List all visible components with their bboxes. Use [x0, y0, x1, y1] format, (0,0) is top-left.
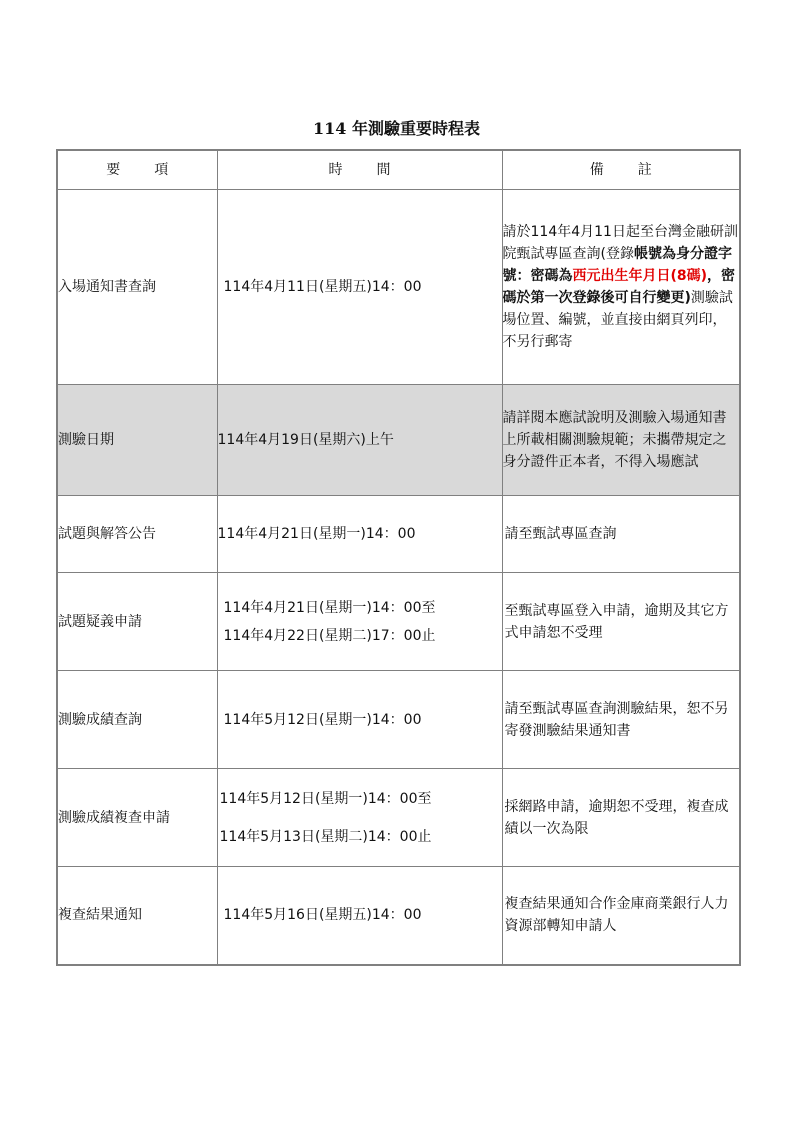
- row-item: 試題疑義申請: [57, 573, 217, 671]
- row-item: 測驗日期: [57, 385, 217, 496]
- header-time: 時 間: [217, 150, 502, 190]
- row-note: 複查結果通知合作金庫商業銀行人力資源部轉知申請人: [502, 867, 740, 965]
- table-row: [57, 769, 740, 867]
- row-time: 114年4月21日(星期一)14：00至 114年4月22日(星期二)17：00止: [217, 573, 502, 671]
- page-title: 114 年測驗重要時程表: [313, 119, 480, 138]
- row-item: 入場通知書查詢: [57, 190, 217, 385]
- table-row: [57, 385, 740, 496]
- header-note: 備 註: [502, 150, 740, 190]
- row-time: 114年4月11日(星期五)14：00: [217, 190, 502, 385]
- row-time: 114年5月16日(星期五)14：00: [217, 867, 502, 965]
- schedule-table: [56, 149, 741, 966]
- row-item: 試題與解答公告: [57, 496, 217, 573]
- table-header-row: [57, 150, 740, 190]
- row-time: 114年5月12日(星期一)14：00: [217, 671, 502, 769]
- row-note: 請至甄試專區查詢測驗結果，恕不另寄發測驗結果通知書: [502, 671, 740, 769]
- row-time: 114年4月19日(星期六)上午: [217, 385, 502, 496]
- row-note: 採網路申請，逾期恕不受理，複查成績以一次為限: [502, 769, 740, 867]
- row-time: 114年5月12日(星期一)14：00至 114年5月13日(星期二)14：00止: [217, 769, 502, 867]
- row-item: 測驗成績查詢: [57, 671, 217, 769]
- row-time: 114年4月21日(星期一)14：00: [217, 496, 502, 573]
- row-note: 請於114年4月11日起至台灣金融研訓院甄試專區查詢(登錄帳號為身分證字號：密碼為西元出生年月日(8碼)，密碼於第一次登錄後可自行變更)測驗試場位置、編號，並直接由網頁列印，不另行郵寄: [502, 190, 740, 385]
- header-item: 要 項: [57, 150, 217, 190]
- table-row: [57, 496, 740, 573]
- table-row: [57, 573, 740, 671]
- row-note: 請至甄試專區查詢: [502, 496, 740, 573]
- table-row: [57, 190, 740, 385]
- row-note: 至甄試專區登入申請，逾期及其它方式申請恕不受理: [502, 573, 740, 671]
- row-item: 測驗成績複查申請: [57, 769, 217, 867]
- row-note: 請詳閱本應試說明及測驗入場通知書上所載相關測驗規範；未攜帶規定之身分證件正本者，不得入場應試: [502, 385, 740, 496]
- table-row: [57, 671, 740, 769]
- row-item: 複查結果通知: [57, 867, 217, 965]
- table-row: [57, 867, 740, 965]
